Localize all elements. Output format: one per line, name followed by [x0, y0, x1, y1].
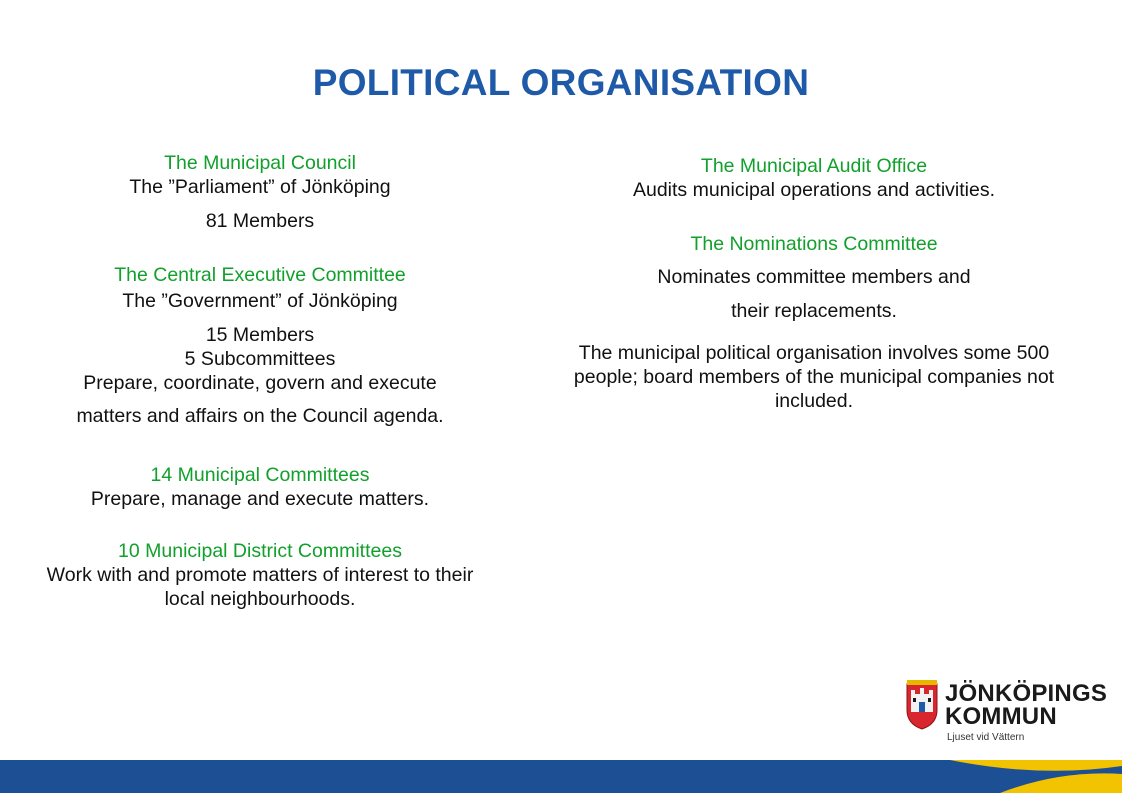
municipality-logo — [905, 677, 1108, 747]
district-committees-heading: 10 Municipal District Committees — [118, 540, 402, 562]
council-members: 81 Members — [205, 210, 315, 232]
municipal-committees-description: Prepare, manage and execute matters. — [90, 488, 430, 510]
exec-committee-heading: The Central Executive Committee — [114, 264, 406, 286]
logo-line-1: JÖNKÖPINGS — [945, 680, 1108, 707]
nominations-heading: The Nominations Committee — [690, 233, 938, 255]
nominations-description-1: Nominates committee members and — [657, 266, 971, 288]
exec-committee-subcommittees: 5 Subcommittees — [184, 348, 336, 370]
exec-committee-description-1: Prepare, coordinate, govern and execute — [83, 372, 437, 394]
exec-committee-members: 15 Members — [205, 324, 315, 346]
audit-office-description: Audits municipal operations and activities. — [632, 179, 996, 201]
audit-office-heading: The Municipal Audit Office — [700, 155, 928, 177]
right-column — [555, 154, 1073, 413]
left-column — [30, 151, 490, 611]
municipal-committees-heading: 14 Municipal Committees — [150, 464, 370, 486]
footer-band — [0, 760, 1122, 793]
exec-committee-subtitle: The ”Government” of Jönköping — [122, 290, 398, 312]
logo-line-2: KOMMUN — [945, 703, 1057, 730]
district-committees-description: Work with and promote matters of interest to their local neighbourhoods. — [46, 564, 474, 610]
exec-committee-description-2: matters and affairs on the Council agenda. — [76, 405, 444, 427]
page-title: POLITICAL ORGANISATION — [312, 62, 810, 103]
council-heading: The Municipal Council — [164, 152, 356, 174]
coat-of-arms-icon — [905, 680, 939, 730]
organisation-summary: The municipal political organisation involves some 500 people; board members of the municipal companies not included. — [573, 342, 1055, 412]
nominations-description-2: their replacements. — [731, 300, 897, 322]
council-subtitle: The ”Parliament” of Jönköping — [129, 176, 391, 198]
logo-tagline: Ljuset vid Vättern — [947, 732, 1025, 743]
